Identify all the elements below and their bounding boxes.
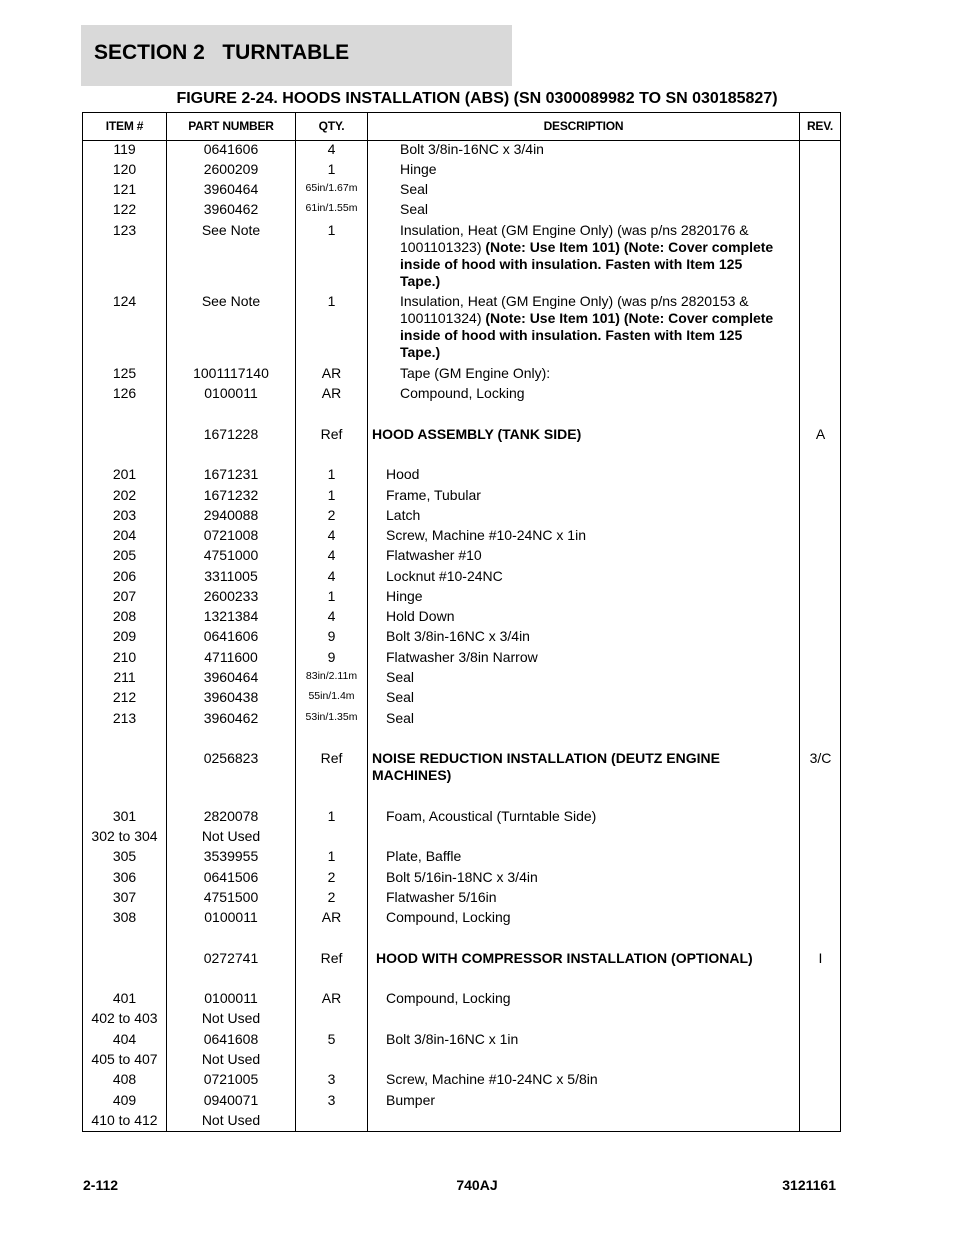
part-number: 0256823 [203, 750, 259, 766]
item-number: 307 [112, 889, 137, 905]
description [372, 426, 772, 443]
description-note: (Note: Use Item 101) (Note: Cover complete inside of hood with insulation. Fasten with Item 125 Tape.) [400, 310, 774, 360]
part-number: 3960438 [203, 689, 259, 705]
part-number: 2600233 [203, 588, 259, 604]
description [386, 869, 786, 886]
description [386, 889, 786, 906]
column-divider [799, 113, 800, 1131]
description-note: NOISE REDUCTION INSTALLATION (DEUTZ ENGINE MACHINES) [372, 750, 720, 783]
description [400, 385, 780, 402]
part-number: 4751500 [203, 889, 259, 905]
quantity: Ref [320, 426, 343, 442]
description-text: Flatwasher 5/16in [386, 889, 497, 905]
item-number: 405 to 407 [91, 1051, 158, 1067]
item-number: 121 [112, 181, 137, 197]
quantity: 53in/1.35m [305, 711, 358, 723]
part-number: 0641506 [203, 869, 259, 885]
description-text: Flatwasher 3/8in Narrow [386, 649, 538, 665]
item-number: 212 [112, 689, 137, 705]
quantity: 1 [327, 293, 336, 309]
description [386, 649, 786, 666]
item-number: 126 [112, 385, 137, 401]
description [400, 293, 780, 361]
quantity: 3 [327, 1092, 336, 1108]
description [386, 466, 786, 483]
item-number: 122 [112, 201, 137, 217]
description-text: Screw, Machine #10-24NC x 5/8in [386, 1071, 598, 1087]
description-note: HOOD ASSEMBLY (TANK SIDE) [372, 426, 582, 442]
description-text: Seal [400, 201, 429, 217]
quantity: 1 [327, 222, 336, 238]
description-text: Compound, Locking [386, 909, 511, 925]
part-number: Not Used [201, 1112, 261, 1128]
part-number: 1671231 [203, 466, 259, 482]
quantity: 1 [327, 848, 336, 864]
part-number: 1321384 [203, 608, 259, 624]
item-number: 305 [112, 848, 137, 864]
description [386, 990, 786, 1007]
quantity: 61in/1.55m [305, 202, 358, 214]
quantity: AR [321, 909, 342, 925]
revision: I [818, 950, 823, 966]
item-number: 208 [112, 608, 137, 624]
description-text: Insulation, Heat (GM Engine Only) (was p/ns 2820153 & 1001101324) [400, 293, 749, 326]
item-number: 308 [112, 909, 137, 925]
description [400, 222, 780, 290]
item-number: 120 [112, 161, 137, 177]
quantity: 9 [327, 649, 336, 665]
description-text: Compound, Locking [400, 385, 525, 401]
part-number: 1001117140 [193, 365, 269, 381]
part-number: Not Used [201, 828, 261, 844]
part-number: 0940071 [203, 1092, 259, 1108]
description-text: Tape (GM Engine Only): [400, 365, 551, 381]
description [386, 1092, 786, 1109]
quantity: 2 [327, 889, 336, 905]
quantity: 4 [327, 141, 336, 157]
column-divider [367, 113, 368, 1131]
part-number: 0641606 [203, 141, 259, 157]
quantity: 1 [327, 161, 336, 177]
part-number: 0641606 [203, 628, 259, 644]
item-number: 119 [113, 141, 136, 157]
part-number: 0641608 [203, 1031, 259, 1047]
footer-page-number: 2-112 [83, 1177, 119, 1193]
figure-title: FIGURE 2-24. HOODS INSTALLATION (ABS) (SN 0300089982 TO SN 030185827) [176, 90, 778, 107]
part-number: 3539955 [203, 848, 259, 864]
quantity: 1 [327, 808, 336, 824]
item-number: 205 [112, 547, 137, 563]
part-number: 1671232 [203, 487, 259, 503]
description [400, 141, 780, 158]
part-number: 0721005 [203, 1071, 259, 1087]
item-number: 123 [112, 222, 137, 238]
quantity: AR [321, 990, 342, 1006]
description [386, 608, 786, 625]
description-text: Hold Down [386, 608, 455, 624]
quantity: 1 [327, 487, 336, 503]
description-text: Insulation, Heat (GM Engine Only) (was p/ns 2820176 & 1001101323) [400, 222, 749, 255]
quantity: 1 [327, 588, 336, 604]
item-number: 409 [112, 1092, 137, 1108]
description [386, 848, 786, 865]
part-number: Not Used [201, 1051, 261, 1067]
part-number: 2820078 [203, 808, 259, 824]
description-text: Foam, Acoustical (Turntable Side) [386, 808, 597, 824]
description-text: Bolt 5/16in-18NC x 3/4in [386, 869, 538, 885]
part-number: See Note [201, 293, 261, 309]
part-number: 1671228 [203, 426, 259, 442]
part-number: 4751000 [203, 547, 259, 563]
description-text: Seal [400, 181, 429, 197]
quantity: 55in/1.4m [308, 690, 355, 702]
description-text: Compound, Locking [386, 990, 511, 1006]
quantity: 4 [327, 547, 336, 563]
item-number: 401 [112, 990, 137, 1006]
item-number: 213 [112, 710, 137, 726]
part-number: 3311005 [204, 568, 258, 584]
part-number: 2940088 [203, 507, 259, 523]
description [386, 669, 786, 686]
description [386, 628, 786, 645]
description [386, 1031, 786, 1048]
quantity: 4 [327, 527, 336, 543]
description-text: Bolt 3/8in-16NC x 3/4in [386, 628, 530, 644]
part-number: 0100011 [204, 990, 258, 1006]
description [386, 588, 786, 605]
description-note: HOOD WITH COMPRESSOR INSTALLATION (OPTIONAL) [376, 950, 753, 966]
quantity: 4 [327, 568, 336, 584]
description-text: Hood [386, 466, 420, 482]
item-number: 203 [112, 507, 137, 523]
part-number: 3960464 [203, 669, 259, 685]
item-number: 209 [112, 628, 137, 644]
quantity: 1 [327, 466, 336, 482]
description [372, 750, 752, 784]
item-number: 207 [112, 588, 137, 604]
item-number: 124 [112, 293, 137, 309]
description [386, 1071, 786, 1088]
part-number: Not Used [201, 1010, 261, 1026]
item-number: 402 to 403 [91, 1010, 158, 1026]
description-text: Bumper [386, 1092, 436, 1108]
quantity: 3 [327, 1071, 336, 1087]
description-text: Frame, Tubular [386, 487, 481, 503]
item-number: 408 [112, 1071, 137, 1087]
item-number: 404 [112, 1031, 137, 1047]
revision: 3/C [809, 750, 832, 766]
description [376, 950, 776, 967]
item-number: 204 [112, 527, 137, 543]
item-number: 410 to 412 [91, 1112, 158, 1128]
part-number: 0100011 [204, 909, 258, 925]
description-text: Locknut #10-24NC [386, 568, 503, 584]
description [386, 909, 786, 926]
revision: A [815, 426, 826, 442]
part-number: 2600209 [203, 161, 259, 177]
part-number: 3960464 [203, 181, 259, 197]
description-text: Seal [386, 669, 415, 685]
quantity: 65in/1.67m [305, 182, 358, 194]
description [386, 710, 786, 727]
item-number: 201 [112, 466, 137, 482]
description [400, 365, 780, 382]
quantity: 9 [327, 628, 336, 644]
part-number: 4711600 [204, 649, 258, 665]
item-number: 202 [112, 487, 137, 503]
part-number: See Note [201, 222, 261, 238]
quantity: 2 [327, 507, 336, 523]
quantity: 2 [327, 869, 336, 885]
description [400, 201, 780, 218]
description-text: Flatwasher #10 [386, 547, 482, 563]
item-number: 206 [112, 568, 137, 584]
item-number: 210 [112, 649, 137, 665]
description [386, 568, 786, 585]
section-title: SECTION 2 TURNTABLE [94, 41, 350, 64]
quantity: 83in/2.11m [305, 670, 358, 682]
item-number: 211 [113, 669, 136, 685]
header-part-number: PART NUMBER [188, 119, 274, 133]
part-number: 0272741 [203, 950, 259, 966]
description-text: Hinge [386, 588, 423, 604]
quantity: AR [321, 385, 342, 401]
part-number: 3960462 [203, 710, 259, 726]
description [386, 808, 786, 825]
item-number: 125 [112, 365, 137, 381]
quantity: 4 [327, 608, 336, 624]
part-number: 3960462 [203, 201, 259, 217]
quantity: Ref [320, 950, 343, 966]
header-item: ITEM # [105, 119, 144, 133]
description [386, 527, 786, 544]
description-text: Bolt 3/8in-16NC x 3/4in [400, 141, 544, 157]
item-number: 306 [112, 869, 137, 885]
description-note: (Note: Use Item 101) (Note: Cover complete inside of hood with insulation. Fasten with Item 125 Tape.) [400, 239, 774, 289]
header-rev: REV. [806, 119, 834, 133]
description [400, 181, 780, 198]
description-text: Bolt 3/8in-16NC x 1in [386, 1031, 519, 1047]
description [386, 507, 786, 524]
description-text: Seal [386, 710, 415, 726]
header-description: DESCRIPTION [543, 119, 624, 133]
description-text: Hinge [400, 161, 437, 177]
description-text: Latch [386, 507, 421, 523]
footer-model: 740AJ [456, 1177, 498, 1193]
description [400, 161, 780, 178]
part-number: 0721008 [203, 527, 259, 543]
description-text: Seal [386, 689, 415, 705]
item-number: 302 to 304 [91, 828, 158, 844]
item-number: 301 [112, 808, 137, 824]
description-text: Screw, Machine #10-24NC x 1in [386, 527, 586, 543]
description [386, 547, 786, 564]
description [386, 689, 786, 706]
quantity: 5 [327, 1031, 336, 1047]
part-number: 0100011 [204, 385, 258, 401]
description [386, 487, 786, 504]
header-qty: QTY. [318, 119, 345, 133]
quantity: Ref [320, 750, 343, 766]
parts-table [82, 112, 841, 1132]
description-text: Plate, Baffle [386, 848, 462, 864]
quantity: AR [321, 365, 342, 381]
footer-doc-number: 3121161 [782, 1177, 836, 1193]
